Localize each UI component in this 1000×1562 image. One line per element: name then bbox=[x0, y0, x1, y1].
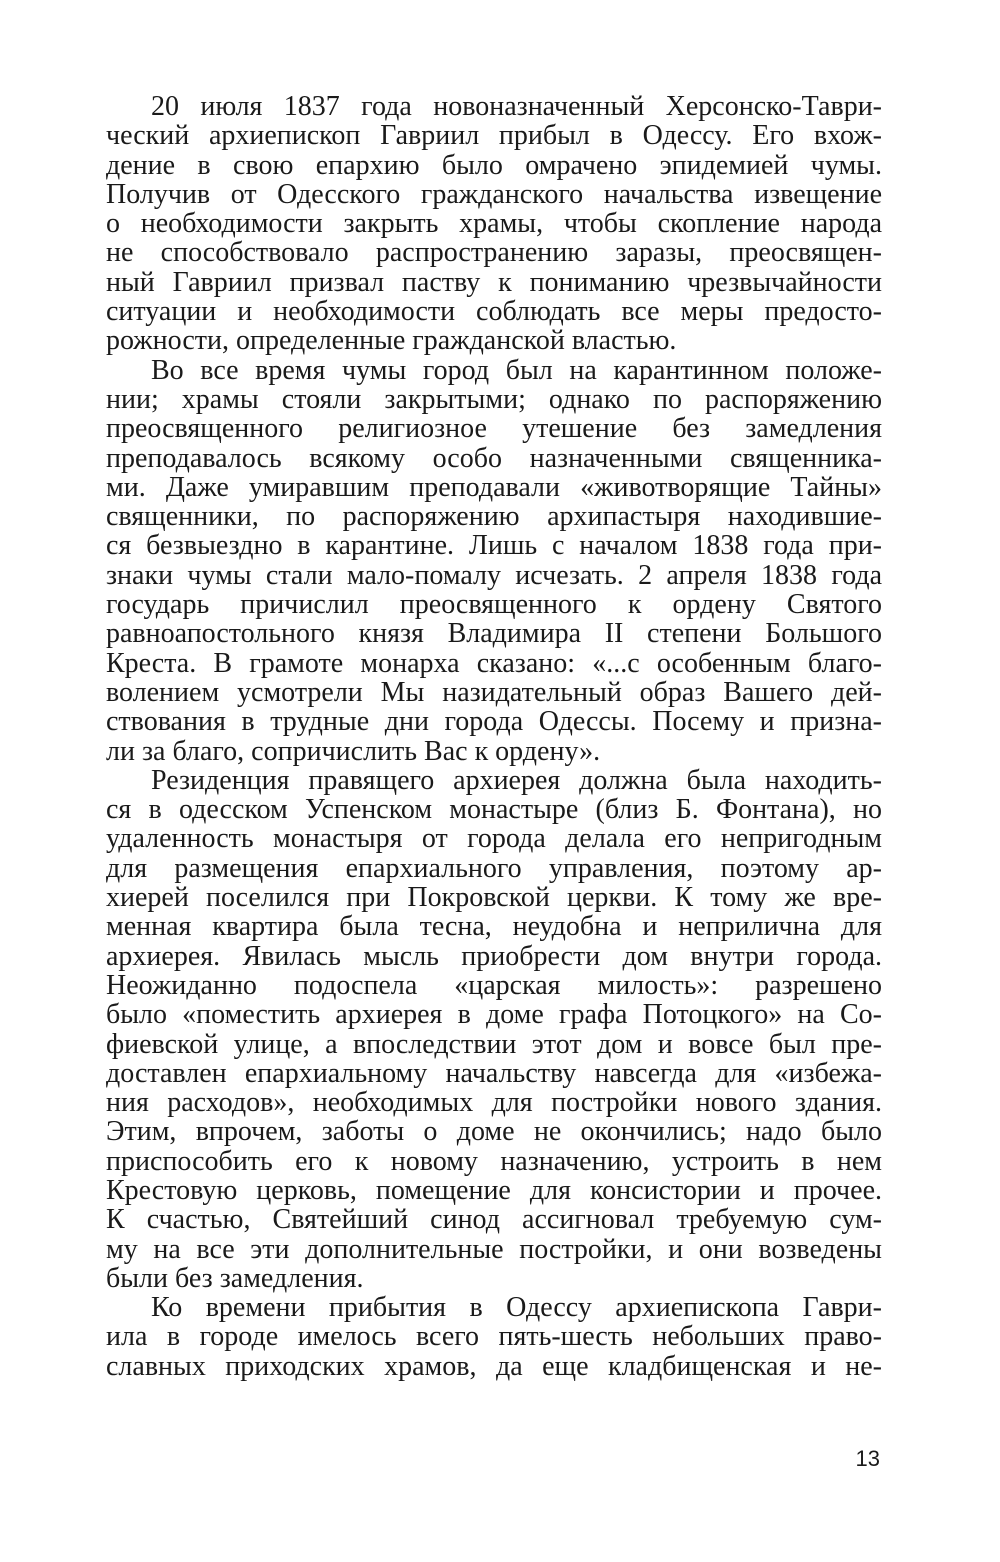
text-line: доставлен епархиальному начальству навсегда для «избежа- bbox=[106, 1057, 882, 1089]
text-line: Получив от Одесского гражданского начальства извещение bbox=[106, 178, 882, 210]
text-line: ческий архиепископ Гавриил прибыл в Одессу. Его вхож- bbox=[106, 120, 882, 152]
text-line: Неожиданно подоспела «царская милость»: разрешено bbox=[106, 969, 882, 1001]
text-line: о необходимости закрыть храмы, чтобы скопление народа bbox=[106, 208, 882, 240]
text-line: дение в свою епархию было омрачено эпидемией чумы. bbox=[106, 149, 882, 181]
text-line: хиерей поселился при Покровской церкви. К тому же вре- bbox=[106, 882, 882, 914]
page-number: 13 bbox=[855, 1446, 880, 1471]
text-line: фиевской улице, а впоследствии этот дом и вовсе был пре- bbox=[106, 1028, 882, 1060]
text-line: были без замедления. bbox=[106, 1262, 364, 1294]
text-line: Резиденция правящего архиерея должна была находить- bbox=[151, 764, 882, 796]
book-page-text bbox=[106, 92, 882, 1381]
text-line: не способствовало распространению заразы, преосвящен- bbox=[106, 237, 882, 269]
text-line: Ко времени прибытия в Одессу архиепископа Гаври- bbox=[151, 1292, 882, 1324]
text-line: государь причислил преосвященного к ордену Святого bbox=[106, 589, 882, 621]
text-line: Этим, впрочем, заботы о доме не окончились; надо было bbox=[106, 1116, 882, 1148]
text-line: приспособить его к новому назначению, устроить в нем bbox=[106, 1145, 882, 1177]
text-line: ся безвыездно в карантине. Лишь с началом 1838 года при- bbox=[106, 530, 882, 562]
text-line: му на все эти дополнительные постройки, и они возведены bbox=[106, 1233, 882, 1265]
text-line: славных приходских храмов, да еще кладбищенская и не- bbox=[106, 1350, 882, 1382]
text-line: Креста. В грамоте монарха сказано: «...с особенным благо- bbox=[106, 647, 882, 679]
text-line: священники, по распоряжению архипастыря находившие- bbox=[106, 501, 882, 533]
text-line: Во все время чумы город был на карантинном положе- bbox=[151, 354, 882, 386]
text-line: ми. Даже умиравшим преподавали «животворящие Тайны» bbox=[106, 471, 882, 503]
paragraph bbox=[106, 356, 882, 766]
text-line: ния расходов», необходимых для постройки нового здания. bbox=[106, 1087, 882, 1119]
text-line: ствования в трудные дни города Одессы. Посему и призна- bbox=[106, 706, 882, 738]
text-line: нии; храмы стояли закрытыми; однако по распоряжению bbox=[106, 383, 882, 415]
paragraph bbox=[106, 1293, 882, 1381]
text-line: равноапостольного князя Владимира II степени Большого bbox=[106, 618, 882, 650]
text-line: удаленность монастыря от города делала его непригодным bbox=[106, 823, 882, 855]
paragraph bbox=[106, 766, 882, 1293]
text-line: К счастью, Святейший синод ассигновал требуемую сум- bbox=[106, 1204, 882, 1236]
text-line: ный Гавриил призвал паству к пониманию чрезвычайности bbox=[106, 266, 882, 298]
text-line: ила в городе имелось всего пять-шесть небольших право- bbox=[106, 1321, 882, 1353]
text-line: было «поместить архиерея в доме графа Потоцкого» на Со- bbox=[106, 999, 882, 1031]
text-line: преподавалось всякому особо назначенными священника- bbox=[106, 442, 882, 474]
text-line: волением усмотрели Мы назидательный образ Вашего дей- bbox=[106, 676, 882, 708]
text-line: ся в одесском Успенском монастыре (близ Б. Фонтана), но bbox=[106, 794, 882, 826]
text-line: Крестовую церковь, помещение для консистории и прочее. bbox=[106, 1174, 882, 1206]
text-line: 20 июля 1837 года новоназначенный Херсонско-Таври- bbox=[151, 91, 882, 122]
text-line: для размещения епархиального управления, поэтому ар- bbox=[106, 852, 882, 884]
text-line: преосвященного религиозное утешение без замедления bbox=[106, 413, 882, 445]
text-line: ли за благо, сопричислить Вас к ордену». bbox=[106, 735, 601, 767]
text-line: знаки чумы стали мало-помалу исчезать. 2 апреля 1838 года bbox=[106, 559, 882, 591]
text-line: рожности, определенные гражданской властью. bbox=[106, 325, 677, 357]
paragraph bbox=[106, 92, 882, 356]
text-line: архиерея. Явилась мысль приобрести дом внутри города. bbox=[106, 940, 882, 972]
text-line: ситуации и необходимости соблюдать все меры предосто- bbox=[106, 296, 882, 328]
text-line: менная квартира была тесна, неудобна и неприлична для bbox=[106, 911, 882, 943]
